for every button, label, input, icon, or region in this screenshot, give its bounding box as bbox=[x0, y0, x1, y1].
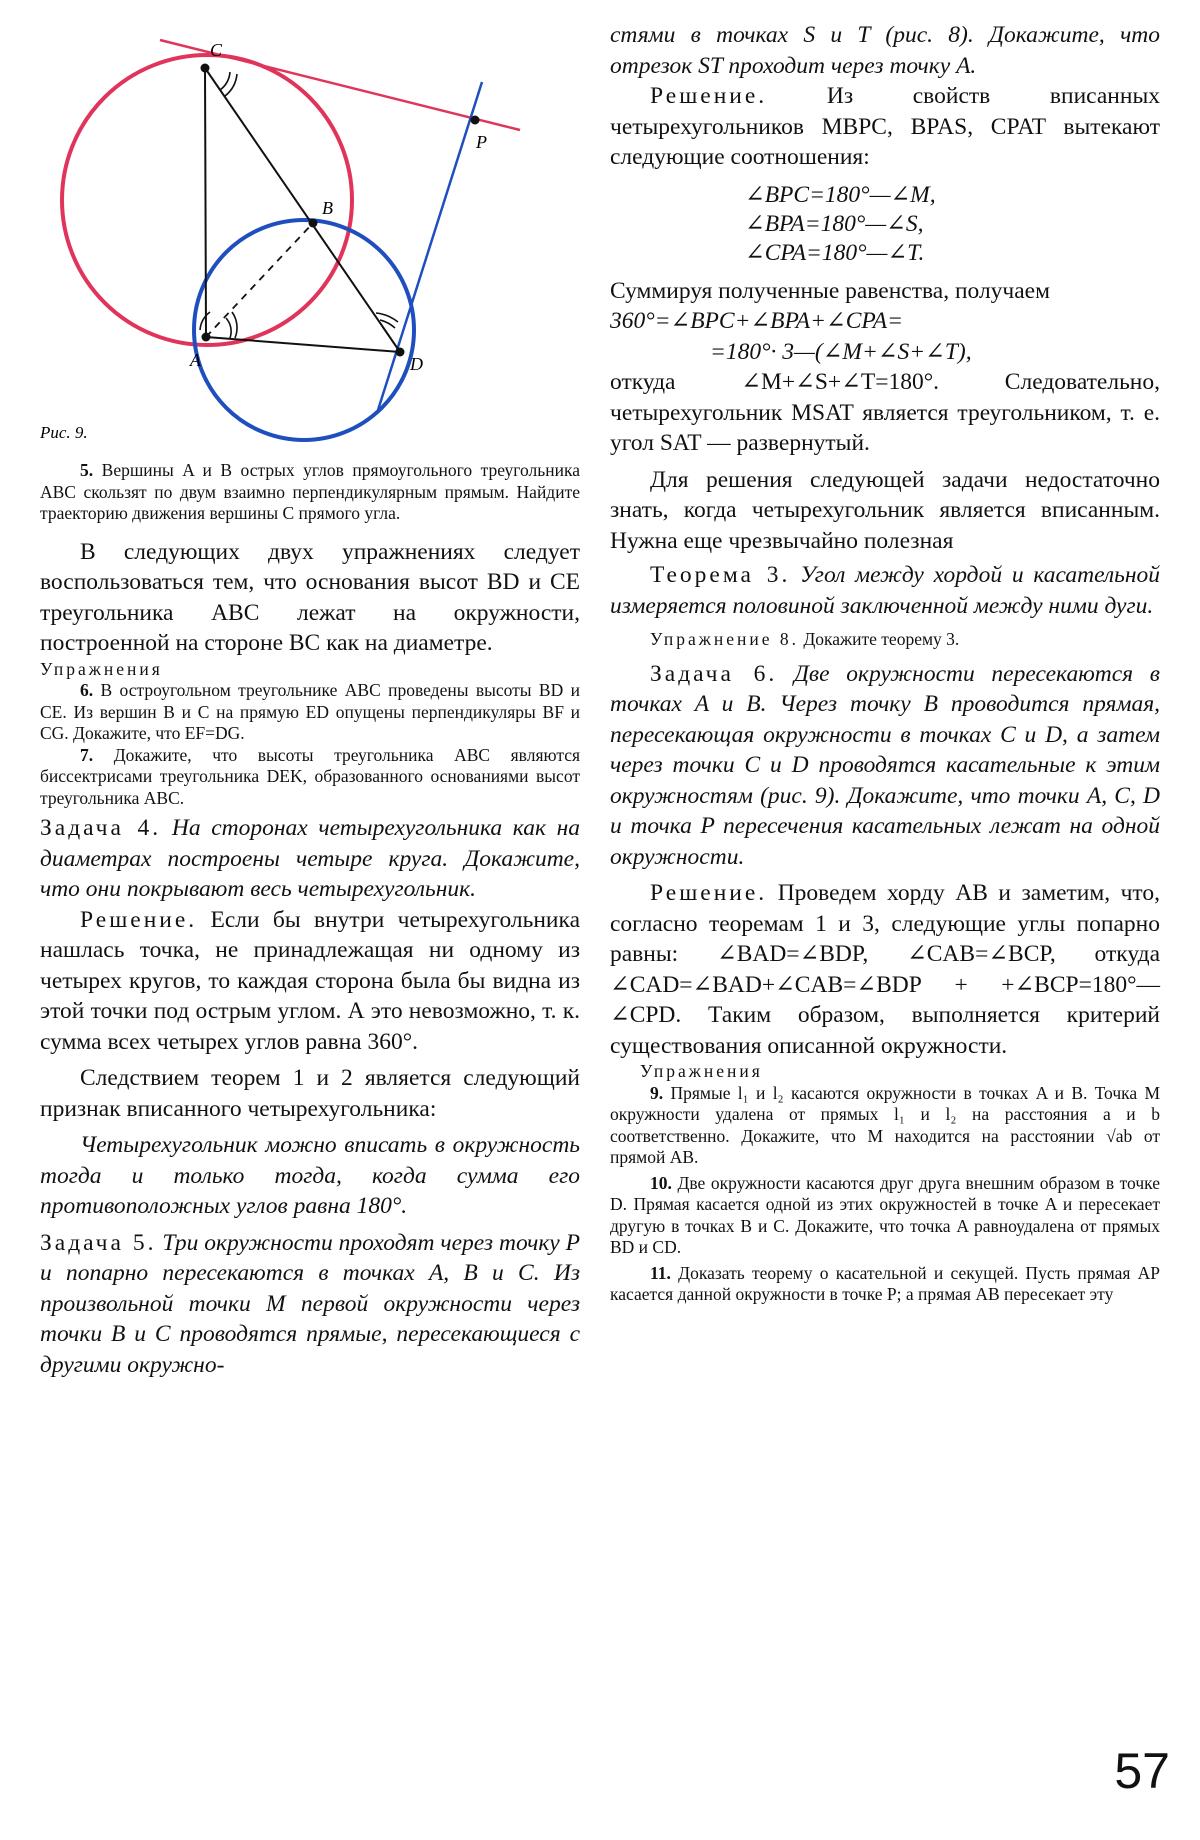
criterion-statement: Четырехугольник можно вписать в окружность тогда и только тогда, когда сумма его противоположных углов равна 180°. bbox=[40, 1132, 580, 1219]
exercise-text: Доказать теорему о касательной и секущей. Пусть прямая AP касается данной окружности в точке P; а прямая AB пересекает эту bbox=[610, 1262, 1161, 1304]
label-c: C bbox=[210, 40, 223, 60]
task-5 bbox=[40, 1228, 580, 1381]
sum-formula-1: 360°=∠BPC+∠BPA+∠CPA= bbox=[610, 308, 903, 334]
exercise-10 bbox=[610, 1173, 1160, 1259]
solution-label: Решение. bbox=[650, 83, 768, 109]
left-column bbox=[40, 0, 580, 1380]
circle-1 bbox=[62, 55, 352, 345]
solution-text: Из свойств вписанных четырехугольников MBPC, BPAS, CPAT вытекают следующие соотношения: bbox=[610, 83, 1160, 170]
point-b bbox=[309, 219, 318, 228]
label-a: A bbox=[190, 350, 201, 370]
task-label: Задача 4. bbox=[40, 815, 162, 841]
task-text: На сторонах четырехугольника как на диаметрах построены четыре круга. Докажите, что они покрывают весь четырехугольник. bbox=[40, 815, 581, 902]
solution-label: Решение. bbox=[650, 880, 768, 906]
exercise-text: Прямые l₁ и l₂ касаются окружности в точках A и B. Точка M окружности удалена от прямых l₁ и l₂ на расстояния a и b соответственно. Докажите, что M находится на расстоянии √ab от прямой AB. bbox=[610, 1082, 1160, 1167]
solution-5 bbox=[610, 81, 1160, 173]
exercises-heading: Упражнения bbox=[40, 658, 163, 679]
exercise-number: 7. bbox=[80, 744, 94, 765]
formula-line: ∠CPA=180°—∠T. bbox=[745, 239, 925, 266]
segment-ad bbox=[206, 337, 400, 352]
angle-mark-a3 bbox=[232, 312, 237, 338]
sum-conclusion: откуда ∠M+∠S+∠T=180°. Следовательно, четырехугольник MSAT является треугольником, т. е. угол SAT — развернутый. bbox=[610, 369, 1160, 456]
angle-mark-c bbox=[220, 72, 230, 90]
exercise-text: Докажите теорему 3. bbox=[803, 629, 960, 649]
intro-paragraph: В следующих двух упражнениях следует воспользоваться тем, что основания высот BD и CE треугольника ABC лежат на окружности, построенной на стороне BC как на диаметре. bbox=[40, 538, 580, 656]
exercises-heading: Упражнения bbox=[640, 1061, 763, 1081]
exercise-number: 5. bbox=[80, 460, 94, 480]
formula-block bbox=[610, 181, 1160, 268]
exercise-number: 6. bbox=[80, 680, 94, 700]
exercise-text: Вершины A и B острых углов прямоугольного треугольника ABC скользят по двум взаимно перпендикулярным прямым. Найдите траекторию движения вершины C прямого угла. bbox=[40, 460, 581, 523]
figure-caption: Рис. 9. bbox=[40, 423, 88, 442]
angle-mark-a2 bbox=[226, 318, 231, 338]
exercise-number: 9. bbox=[650, 1082, 664, 1103]
next-paragraph: Для решения следующей задачи недостаточно знать, когда четырехугольник является вписанным. Нужна еще чрезвычайно полезная bbox=[610, 466, 1160, 554]
tangent-line-d bbox=[378, 82, 482, 410]
exercise-6 bbox=[40, 680, 580, 745]
label-p: P bbox=[476, 132, 487, 152]
solution-6 bbox=[610, 878, 1160, 1061]
page-number: 57 bbox=[1114, 1743, 1170, 1799]
sum-text: Суммируя полученные равенства, получаем bbox=[610, 277, 1050, 304]
exercise-number: 10. bbox=[650, 1172, 672, 1193]
exercise-text: Докажите, что высоты треугольника ABC являются биссектрисами треугольника DEK, образованного основаниями высот треугольника ABC. bbox=[40, 744, 581, 808]
point-a bbox=[202, 333, 211, 342]
exercise-11 bbox=[610, 1263, 1160, 1306]
task-label: Задача 6. bbox=[650, 660, 778, 687]
exercise-text: Две окружности касаются друг друга внешним образом в точке D. Прямая касается одной из этих окружностей в точке A и пересекает другую в точках B и C. Докажите, что точка A равноудалена от прямых BD и CD. bbox=[610, 1172, 1160, 1257]
formula-line: ∠BPC=180°—∠M, bbox=[745, 181, 936, 208]
exercise-9 bbox=[610, 1083, 1160, 1169]
task-text: Две окружности пересекаются в точках A и B. Через точку B проводится прямая, пересекающая окружности в точках C и D, а затем через точки C и D проводятся касательные к этим окружностям (рис. 9). Докажите, что точки A, C, D и точка P пересечения касательных лежат на одной окружности. bbox=[610, 660, 1161, 870]
figure-9 bbox=[40, 0, 580, 450]
exercise-8 bbox=[610, 629, 1160, 651]
task-4 bbox=[40, 813, 580, 905]
formula-line: ∠BPA=180°—∠S, bbox=[745, 210, 924, 237]
chord-ab bbox=[206, 223, 313, 337]
exercise-label: Упражнение 8. bbox=[650, 629, 799, 649]
point-d bbox=[396, 348, 405, 357]
exercise-number: 11. bbox=[650, 1262, 671, 1283]
solution-text: Если бы внутри четырехугольника нашлась точка, не принадлежащая ни одному из четырех кругов, то каждая сторона была бы видна из этой точки под острым углом. А это невозможно, т. к. сумма всех четырех углов равна 360°. bbox=[40, 906, 580, 1055]
task-text: Три окружности проходят через точку P и попарно пересекаются в точках A, B и C. Из произвольной точки M первой окружности через точки B и C проводятся прямые, пересекающиеся с другими окружно- bbox=[40, 1229, 581, 1378]
right-column bbox=[610, 20, 1160, 1306]
point-p bbox=[471, 116, 480, 125]
solution-text: Проведем хорду AB и заметим, что, согласно теоремам 1 и 3, следующие углы попарно равны: ∠BAD=∠BDP, ∠CAB=∠BCP, откуда ∠CAD=∠BAD+∠CAB=∠BDP + +∠BCP=180°—∠CPD. Таким образом, выполняется критерий существования описанной окружности. bbox=[610, 880, 1161, 1059]
segment-ca bbox=[205, 68, 206, 337]
point-c bbox=[201, 64, 210, 73]
task-label: Задача 5. bbox=[40, 1229, 157, 1256]
angle-mark-c2 bbox=[225, 74, 237, 96]
solution-label: Решение. bbox=[80, 906, 198, 933]
circle-2 bbox=[194, 220, 414, 440]
solution-4 bbox=[40, 905, 580, 1058]
sum-formula-2: =180°· 3—(∠M+∠S+∠T), bbox=[710, 338, 972, 365]
exercise-text: В остроугольном треугольнике ABC проведены высоты BD и CE. Из вершин B и C на прямую ED опущены перпендикуляры BF и CG. Докажите, что EF=DG. bbox=[40, 680, 580, 743]
theorem-3 bbox=[610, 560, 1160, 621]
exercise-7 bbox=[40, 745, 580, 810]
theorem-label: Теорема 3. bbox=[650, 562, 791, 588]
task-5-continuation: стями в точках S и T (рис. 8). Докажите, что отрезок ST проходит через точку A. bbox=[610, 22, 1160, 79]
corollary-paragraph: Следствием теорем 1 и 2 является следующий признак вписанного четырехугольника: bbox=[40, 1065, 580, 1122]
exercise-5 bbox=[40, 460, 580, 525]
theorem-text: Угол между хордой и касательной измеряется половиной заключенной между ними дуги. bbox=[610, 562, 1161, 619]
label-b: B bbox=[322, 198, 333, 218]
label-d: D bbox=[410, 354, 423, 374]
task-6 bbox=[610, 659, 1160, 873]
